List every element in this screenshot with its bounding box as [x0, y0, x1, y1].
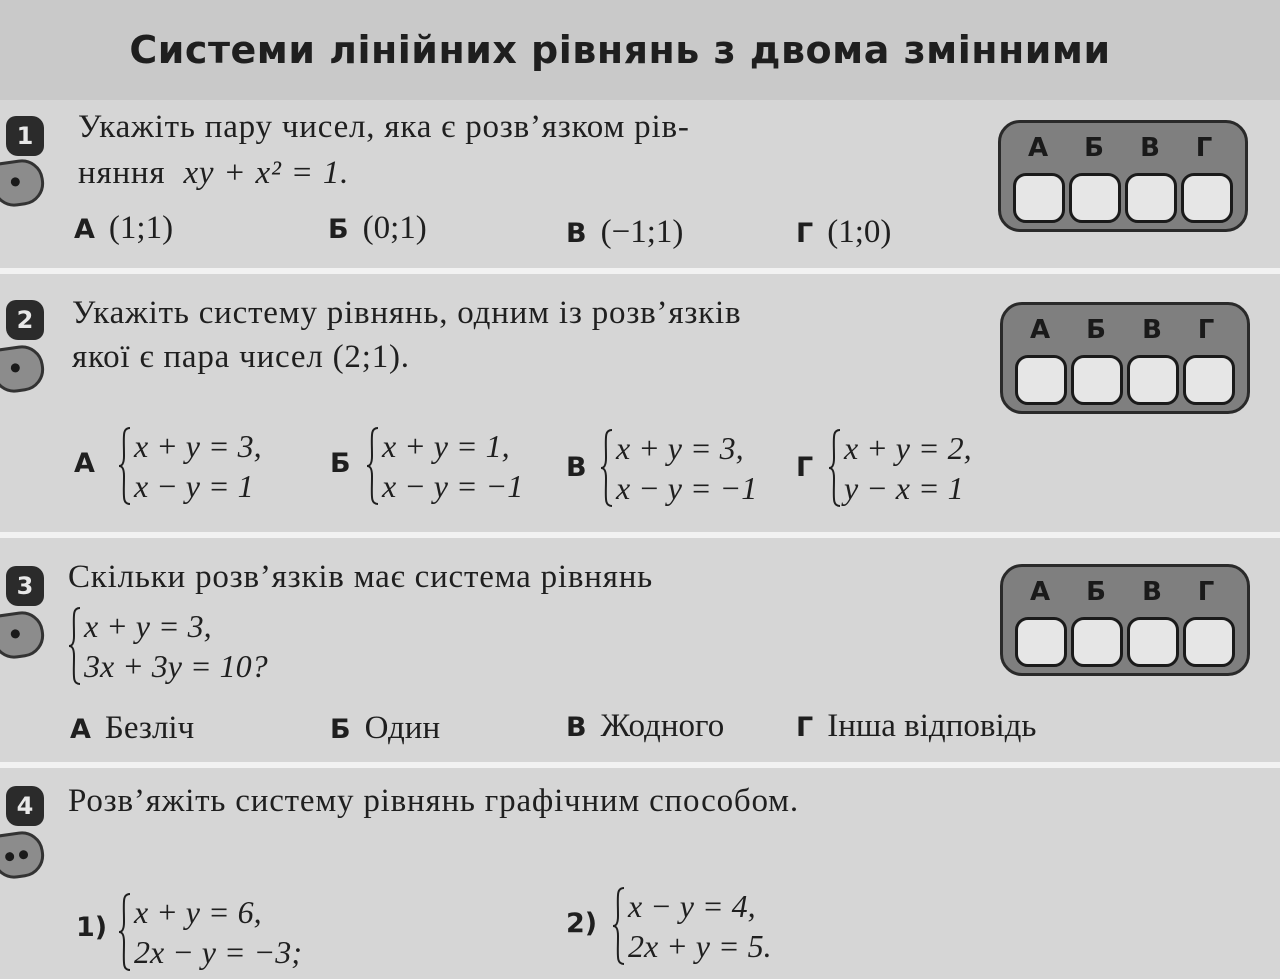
question-text-line-2: якої є пара чисел (2;1).: [72, 339, 410, 375]
answer-cell-g[interactable]: [1183, 355, 1235, 405]
page-title: Системи лінійних рівнянь з двома змінними: [129, 28, 1111, 72]
option-a[interactable]: А Безліч: [70, 710, 195, 746]
answer-cell-g[interactable]: [1181, 173, 1233, 223]
answer-cell-a[interactable]: [1015, 617, 1067, 667]
answer-cell-b[interactable]: [1071, 617, 1123, 667]
answer-box: А Б В Г: [998, 120, 1248, 232]
answer-cell-v[interactable]: [1125, 173, 1177, 223]
difficulty-2-dots-icon: [0, 829, 47, 882]
difficulty-1-dot-icon: [0, 343, 47, 396]
option-b[interactable]: Б (0;1): [328, 210, 427, 246]
answer-cell-v[interactable]: [1127, 617, 1179, 667]
option-v-letter: В: [566, 452, 587, 483]
system-1-label: 1): [76, 912, 108, 943]
option-a-letter: А: [74, 448, 95, 479]
answer-cell-a[interactable]: [1013, 173, 1065, 223]
question-text-line-1: Укажіть пару чисел, яка є розв’язком рів-: [78, 109, 690, 145]
answer-cell-b[interactable]: [1071, 355, 1123, 405]
option-a[interactable]: А (1;1): [74, 210, 174, 246]
question-text-prefix: няння: [78, 155, 166, 191]
question-number: 4: [6, 786, 44, 826]
option-v[interactable]: В Жодного: [566, 708, 725, 744]
question-text-line-2: [78, 152, 349, 194]
system-2-label: 2): [566, 908, 598, 939]
option-g[interactable]: Г (1;0): [796, 214, 892, 250]
question-text-line-1: Укажіть систему рівнянь, одним із розв’язків: [72, 295, 742, 331]
equation: xy + x² = 1.: [183, 155, 350, 191]
answer-cell-v[interactable]: [1127, 355, 1179, 405]
option-g[interactable]: Г Інша відповідь: [796, 708, 1037, 744]
question-text-line-1: Скільки розв’язків має система рівнянь: [68, 559, 654, 595]
answer-box: А Б В Г: [1000, 564, 1250, 676]
answer-box: А Б В Г: [1000, 302, 1250, 414]
answer-cell-g[interactable]: [1183, 617, 1235, 667]
answer-cell-a[interactable]: [1015, 355, 1067, 405]
question-1: [0, 100, 1280, 268]
answer-cell-b[interactable]: [1069, 173, 1121, 223]
option-b[interactable]: Б Один: [330, 710, 441, 746]
question-2: 2 Укажіть систему рівнянь, одним із розв’язків якої є пара чисел (2;1). А x + y = 3, x − y = 1 Б x + y = 1, x − y = −1 В x + y = 3, x − y = −1 Г x + y = 2, y − x = 1 А Б В Г: [0, 274, 1280, 532]
question-number: 3: [6, 566, 44, 606]
question-4: 4 Розв’яжіть систему рівнянь графічним способом. 1) x + y = 6, 2x − y = −3; 2) x − y = 4, 2x + y = 5.: [0, 768, 1280, 979]
question-text-line-1: Розв’яжіть систему рівнянь графічним способом.: [68, 783, 799, 819]
difficulty-1-dot-icon: [0, 157, 47, 210]
difficulty-1-dot-icon: [0, 609, 47, 662]
question-3: 3 Скільки розв’язків має система рівнянь x + y = 3, 3x + 3y = 10? А Безліч Б Один В Жодного Г Інша відповідь А Б В Г: [0, 538, 1280, 762]
question-number: 2: [6, 300, 44, 340]
question-number: 1: [6, 116, 44, 156]
option-b-letter: Б: [330, 448, 351, 479]
option-v[interactable]: В (−1;1): [566, 214, 684, 250]
option-g-letter: Г: [796, 452, 814, 483]
